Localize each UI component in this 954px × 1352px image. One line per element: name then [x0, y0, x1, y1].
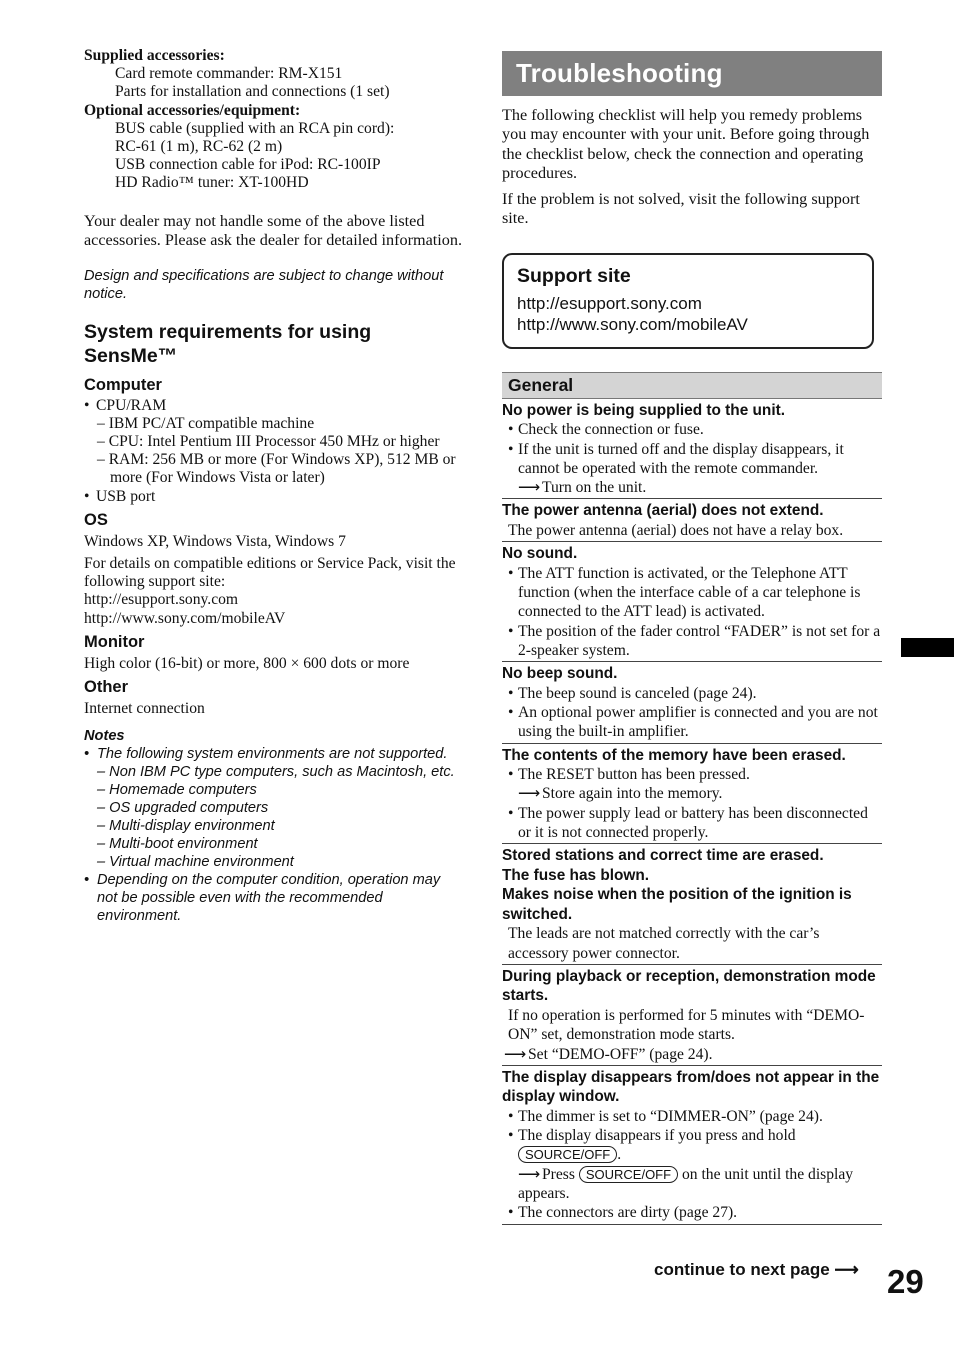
- arrow-right-icon: ⟶: [834, 1260, 859, 1279]
- note-sub-item: – Multi-display environment: [97, 818, 275, 835]
- problem-remedy: ⟶ Set “DEMO-OFF” (page 24).: [504, 1045, 713, 1063]
- intro-paragraph: The following checklist will help you remedy problems you may encounter with your unit. Before going through the checklist below, check the connection and operating procedures.: [502, 106, 870, 182]
- problem-title: Stored stations and correct time are erased.: [502, 847, 824, 865]
- problem-cause: • The RESET button has been pressed.: [502, 765, 882, 784]
- support-url-2[interactable]: http://www.sony.com/mobileAV: [517, 314, 748, 334]
- monitor-heading: Monitor: [84, 632, 145, 651]
- supplied-accessories-heading: Supplied accessories:: [84, 47, 225, 64]
- notes-heading: Notes: [84, 728, 125, 745]
- cpu-sub-item: – IBM PC/AT compatible machine: [97, 414, 315, 432]
- spec-change-note: Design and specifications are subject to change without notice.: [84, 267, 444, 302]
- note-sub-item: – Multi-boot environment: [97, 836, 258, 853]
- other-text: Internet connection: [84, 700, 205, 718]
- problem-no-sound: [502, 544, 882, 662]
- problem-title: During playback or reception, demonstration mode starts.: [502, 967, 876, 1005]
- optional-item: USB connection cable for iPod: RC-100IP: [115, 156, 381, 174]
- problem-cause: • The connectors are dirty (page 27).: [502, 1203, 882, 1222]
- problem-cause: The power antenna (aerial) does not have a relay box.: [508, 521, 844, 539]
- support-site-heading: Support site: [517, 264, 631, 287]
- monitor-text: High color (16-bit) or more, 800 × 600 dots or more: [84, 654, 410, 672]
- support-url-1[interactable]: http://esupport.sony.com: [517, 293, 702, 313]
- problem-title: No beep sound.: [502, 665, 618, 683]
- notes-list: [84, 745, 464, 925]
- problem-title: Makes noise when the position of the ignition is switched.: [502, 886, 852, 923]
- problem-cause: • The display disappears if you press and hold SOURCE/OFF .: [502, 1126, 882, 1165]
- problem-cause: • The dimmer is set to “DIMMER-ON” (page 24).: [502, 1107, 882, 1126]
- problem-cause: • The position of the fader control “FADER” is not set for a 2-speaker system.: [502, 622, 882, 661]
- page-number: 29: [887, 1263, 924, 1300]
- problem-antenna: [502, 501, 882, 542]
- optional-item: RC-61 (1 m), RC-62 (2 m): [115, 138, 283, 156]
- supplied-item: Parts for installation and connections (1 set): [115, 83, 390, 101]
- problem-cause: If no operation is performed for 5 minutes with “DEMO-ON” set, demonstration mode starts.: [508, 1006, 865, 1044]
- note-item: • Depending on the computer condition, operation may not be possible even with the recommended environment.: [84, 871, 464, 925]
- problem-cause: The leads are not matched correctly with the car’s accessory power connector.: [508, 925, 820, 962]
- support-site-box: [502, 253, 874, 349]
- problem-remedy: ⟶ Turn on the unit.: [518, 479, 647, 497]
- note-sub-item: – Homemade computers: [97, 782, 257, 799]
- arrow-right-icon: ⟶: [518, 1165, 541, 1183]
- problem-cause: • The beep sound is canceled (page 24).: [502, 684, 882, 703]
- intro-paragraph-2: If the problem is not solved, visit the following support site.: [502, 190, 860, 228]
- optional-accessories-heading: Optional accessories/equipment:: [84, 101, 301, 119]
- cpu-sub-item: – CPU: Intel Pentium III Processor 450 MHz or higher: [97, 433, 440, 451]
- os-heading: OS: [84, 510, 108, 529]
- source-off-button-label: SOURCE/OFF: [579, 1166, 678, 1183]
- note-sub-item: – Virtual machine environment: [97, 854, 294, 871]
- problem-title: No sound.: [502, 545, 578, 563]
- continue-to-next-page: continue to next page ⟶: [654, 1260, 859, 1279]
- problem-demo-mode: [502, 967, 882, 1066]
- section-edge-tab: [901, 638, 954, 657]
- general-section-heading: General: [502, 372, 882, 399]
- problem-cause: • If the unit is turned off and the display disappears, it cannot be operated with the remote commander.: [502, 440, 882, 479]
- system-requirements-heading: System requirements for using SensMe™: [84, 320, 372, 367]
- problem-cause: • The ATT function is activated, or the Telephone ATT function (when the interface cable of a car telephone is connected to the ATT lead) is activated.: [502, 564, 882, 622]
- problem-title: The display disappears from/does not appear in the display window.: [502, 1068, 880, 1106]
- page-title: Troubleshooting: [502, 51, 882, 96]
- problem-no-beep: [502, 664, 882, 743]
- problem-title: The contents of the memory have been erased.: [502, 746, 846, 764]
- arrow-right-icon: ⟶: [504, 1045, 527, 1063]
- usb-port-item: • USB port: [84, 488, 464, 506]
- arrow-right-icon: ⟶: [518, 479, 541, 497]
- problem-stations-erased: [502, 846, 882, 965]
- optional-item: BUS cable (supplied with an RCA pin cord):: [115, 119, 395, 137]
- os-text: Windows XP, Windows Vista, Windows 7: [84, 532, 346, 550]
- note-sub-item: – Non IBM PC type computers, such as Macintosh, etc.: [97, 764, 455, 781]
- problem-title: No power is being supplied to the unit.: [502, 401, 786, 419]
- problem-memory-erased: [502, 746, 882, 845]
- os-url-2: http://www.sony.com/mobileAV: [84, 609, 286, 627]
- problem-display: [502, 1068, 882, 1225]
- note-sub-item: – OS upgraded computers: [97, 800, 269, 817]
- problem-cause: • Check the connection or fuse.: [502, 420, 882, 439]
- os-url-1: http://esupport.sony.com: [84, 591, 239, 609]
- arrow-right-icon: ⟶: [518, 785, 541, 803]
- os-details: For details on compatible editions or Service Pack, visit the following support site:: [84, 555, 456, 591]
- other-heading: Other: [84, 678, 129, 697]
- cpu-sub-item: – RAM: 256 MB or more (For Windows XP), 512 MB or more (For Windows Vista or later): [97, 451, 456, 487]
- left-column: [84, 47, 464, 925]
- problem-title: The power antenna (aerial) does not extend.: [502, 502, 824, 520]
- right-column: [502, 51, 882, 1225]
- cpu-ram-item: • CPU/RAM: [84, 397, 464, 415]
- problem-remedy: ⟶ Store again into the memory.: [518, 785, 723, 803]
- dealer-note: Your dealer may not handle some of the above listed accessories. Please ask the dealer for detailed information.: [84, 211, 463, 250]
- optional-item: HD Radio™ tuner: XT-100HD: [115, 174, 309, 192]
- supplied-item: Card remote commander: RM-X151: [115, 65, 343, 83]
- problem-cause: • An optional power amplifier is connected and you are not using the built-in amplifier.: [502, 703, 882, 742]
- problem-cause: • The power supply lead or battery has been disconnected or it is not connected properly.: [502, 804, 882, 843]
- problem-remedy: ⟶ Press SOURCE/OFF on the unit until the display appears.: [518, 1165, 854, 1202]
- problem-title: The fuse has blown.: [502, 866, 650, 884]
- computer-heading: Computer: [84, 375, 162, 394]
- note-item: • The following system environments are not supported.: [84, 745, 464, 763]
- problem-no-power: [502, 401, 882, 500]
- source-off-button-label: SOURCE/OFF: [518, 1146, 617, 1163]
